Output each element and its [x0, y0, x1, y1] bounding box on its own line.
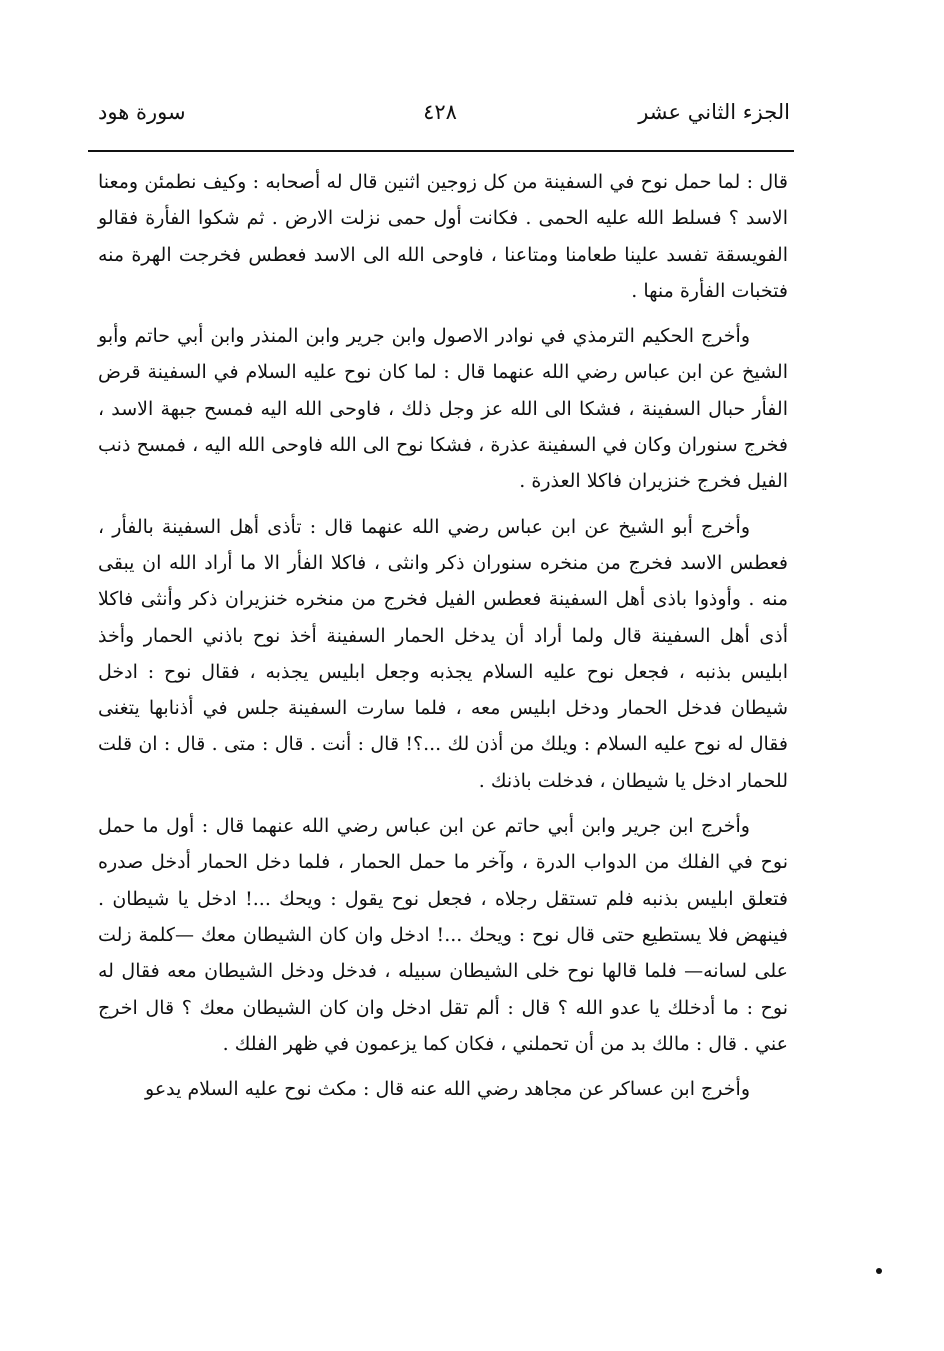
paragraph-abu-shaykh: وأخرج أبو الشيخ عن ابن عباس رضي الله عنهما قال : تأذى أهل السفينة بالفأر ، فعطس الاسد فخرج من منخره سنوران ذكر وانثى ، فاكلا الفأر الا ما أراد الله ان يبقى منه . وأوذوا باذى أهل السفينة فعطس الفيل فخرج من منخره خنزيران ذكر وأنثى فاكلا أذى أهل السفينة قال ولما أراد أن يدخل الحمار السفينة أخذ نوح باذني الحمار وأخذ ابليس بذنبه ، فجعل نوح عليه السلام يجذبه وجعل ابليس يجذبه ، فقال نوح : ادخل شيطان فدخل الحمار ودخل ابليس معه ، فلما سارت السفينة جلس في أذنابها يتغنى فقال له نوح عليه السلام : ويلك من أذن لك ...؟! قال : أنت . قال : متى . قال : ان قلت للحمار ادخل يا شيطان ، فدخلت باذنك .	[98, 515, 788, 792]
paragraph-tirmidhi: وأخرج الحكيم الترمذي في نوادر الاصول وابن جرير وابن المنذر وابن أبي حاتم وأبو الشيخ عن ابن عباس رضي الله عنهما قال : لما كان نوح عليه السلام في السفينة قرض الفأر حبال السفينة ، فشكا الى الله عز وجل ذلك ، فاوحى الله اليه فمسح جبهة الاسد ، فخرج سنوران وكان في السفينة عذرة ، فشكا نوح الى الله فاوحى الله اليه ، فمسح ذنب الفيل فخرج خنزيران فاكلا العذرة .	[98, 325, 788, 493]
page-header	[90, 92, 790, 132]
surah-title: سورة هود	[98, 100, 186, 124]
part-title: الجزء الثاني عشر	[638, 100, 790, 124]
header-divider	[88, 150, 794, 152]
paragraph-ibn-jarir: وأخرج ابن جرير وابن أبي حاتم عن ابن عباس رضي الله عنهما قال : أول ما حمل نوح في الفلك من الدواب الدرة ، وآخر ما حمل الحمار ، فلما دخل الحمار أدخل صدره فتعلق ابليس بذنبه فلم تستقل رجلاه ، فجعل نوح يقول : ويحك ...! ادخل يا شيطان . فينهض فلا يستطيع حتى قال نوح : ويحك ...! ادخل وان كان الشيطان معك —كلمة زلت على لسانه— فلما قالها نوح خلى الشيطان سبيله ، فدخل ودخل الشيطان معه فقال له نوح : ما أدخلك يا عدو الله ؟ قال : ألم تقل ادخل وان كان الشيطان معك ؟ قال اخرج عني . قال : مالك بد من أن تحملني ، فكان كما يزعمون في ظهر الفلك .	[98, 815, 788, 1055]
paragraph-continuation: قال : لما حمل نوح في السفينة من كل زوجين اثنين قال له أصحابه : وكيف نطمئن ومعنا الاسد ؟ فسلط الله عليه الحمى . فكانت أول حمى نزلت الارض . ثم شكوا الفأرة فقالو الفويسقة تفسد علينا طعامنا ومتاعنا ، فاوحى الله الى الاسد فعطس فخرجت الهرة منه فتخبات الفأرة منها .	[98, 171, 788, 302]
paragraph-ibn-asakir: وأخرج ابن عساكر عن مجاهد رضي الله عنه قال : مكث نوح عليه السلام يدعو	[145, 1078, 750, 1101]
page-number: ٤٢٨	[423, 100, 457, 124]
margin-dot	[876, 1268, 882, 1274]
page-body	[98, 164, 788, 1116]
